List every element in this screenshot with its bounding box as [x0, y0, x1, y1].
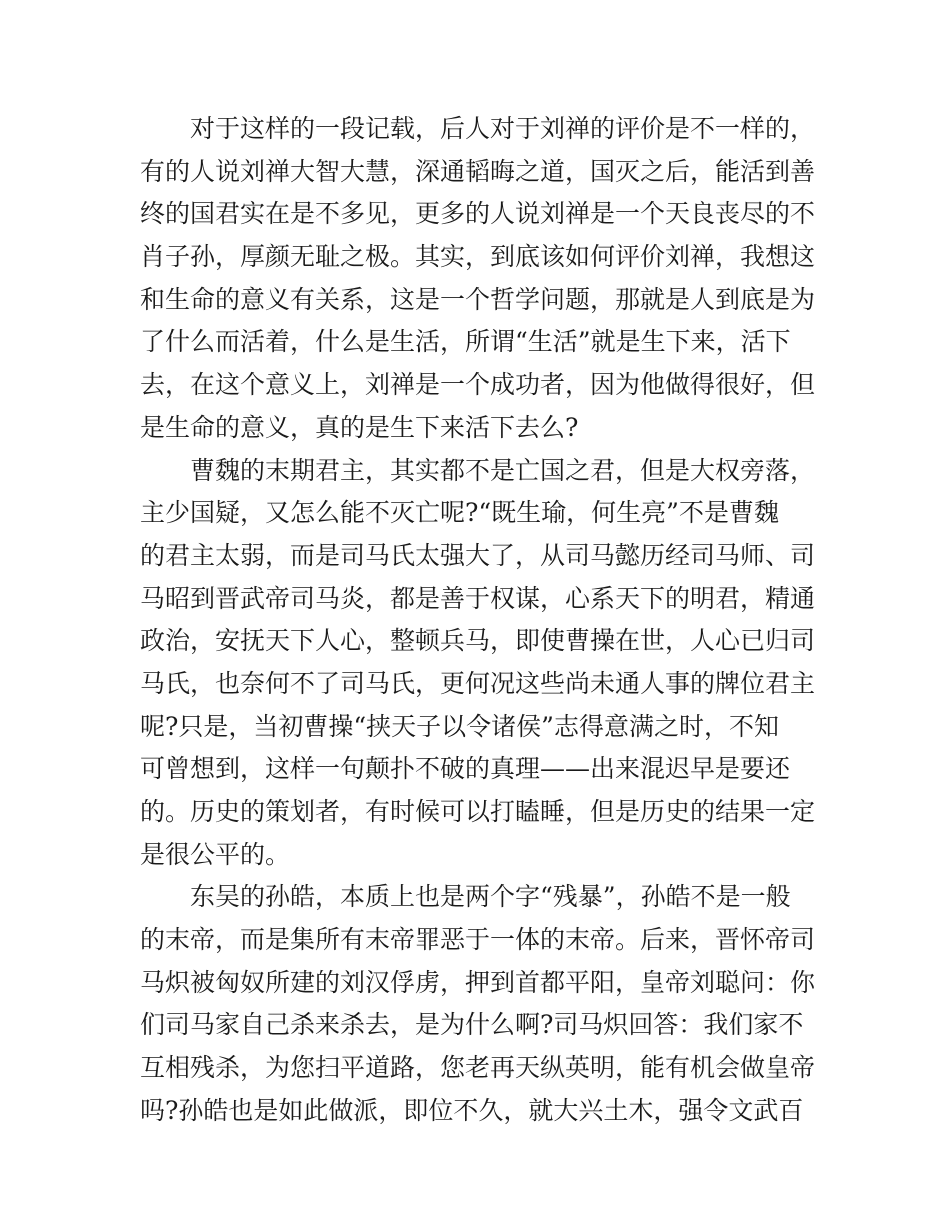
- paragraph-line: 互相残杀，为您扫平道路，您老再天纵英明，能有机会做皇帝: [140, 1053, 816, 1083]
- paragraph-line: 的君主太弱，而是司马氏太强大了，从司马懿历经司马师、司: [140, 540, 816, 570]
- paragraph-line: 终的国君实在是不多见，更多的人说刘禅是一个天良丧尽的不: [140, 199, 816, 229]
- paragraph-line: 马昭到晋武帝司马炎，都是善于权谋，心系天下的明君，精通: [140, 583, 816, 613]
- paragraph-line: 政治，安抚天下人心，整顿兵马，即使曹操在世，人心已归司: [140, 626, 816, 656]
- paragraph-line: 去，在这个意义上，刘禅是一个成功者，因为他做得很好，但: [140, 370, 816, 400]
- paragraph-line: 了什么而活着，什么是生活，所谓“生活”就是生下来，活下: [140, 327, 791, 357]
- paragraph-line: 和生命的意义有关系，这是一个哲学问题，那就是人到底是为: [140, 284, 816, 314]
- paragraph-line: 对于这样的一段记载，后人对于刘禅的评价是不一样的，: [190, 114, 816, 143]
- paragraph-line: 马氏，也奈何不了司马氏，更何况这些尚未通人事的牌位君主: [140, 668, 816, 698]
- paragraph-line: 有的人说刘禅大智大慧，深通韬晦之道，国灭之后，能活到善: [140, 156, 816, 186]
- paragraph-line: 的。历史的策划者，有时候可以打瞌睡，但是历史的结果一定: [140, 797, 816, 826]
- paragraph-line: 曹魏的末期君主，其实都不是亡国之君，但是大权旁落，: [190, 455, 816, 485]
- paragraph-line: 是生命的意义，真的是生下来活下去么?: [140, 412, 579, 442]
- paragraph-line: 的末帝，而是集所有末帝罪恶于一体的末帝。后来，晋怀帝司: [140, 925, 816, 955]
- paragraph-line: 马炽被匈奴所建的刘汉俘虏，押到首都平阳，皇帝刘聪问：你: [140, 967, 816, 997]
- paragraph-line: 们司马家自己杀来杀去，是为什么啊?司马炽回答：我们家不: [140, 1010, 804, 1040]
- paragraph: [140, 450, 820, 877]
- paragraph-line: 主少国疑，又怎么能不灭亡呢?“既生瑜，何生亮”不是曹魏: [140, 498, 779, 528]
- paragraph-line: 是很公平的。: [140, 839, 291, 869]
- paragraph-line: 可曾想到，这样一句颠扑不破的真理——出来混迟早是要还: [140, 754, 791, 784]
- paragraph-line: 肖子孙，厚颜无耻之极。其实，到底该如何评价刘禅，我想这: [140, 242, 816, 272]
- paragraph: [140, 108, 820, 450]
- document-body: [140, 108, 820, 1133]
- paragraph-line: 东吴的孙皓，本质上也是两个字“残暴”，孙皓不是一般: [190, 882, 791, 912]
- paragraph: [140, 876, 820, 1132]
- paragraph-line: 呢?只是，当初曹操“挟天子以令诸侯”志得意满之时，不知: [140, 711, 779, 741]
- paragraph-line: 吗?孙皓也是如此做派，即位不久，就大兴土木，强令文武百: [140, 1095, 804, 1125]
